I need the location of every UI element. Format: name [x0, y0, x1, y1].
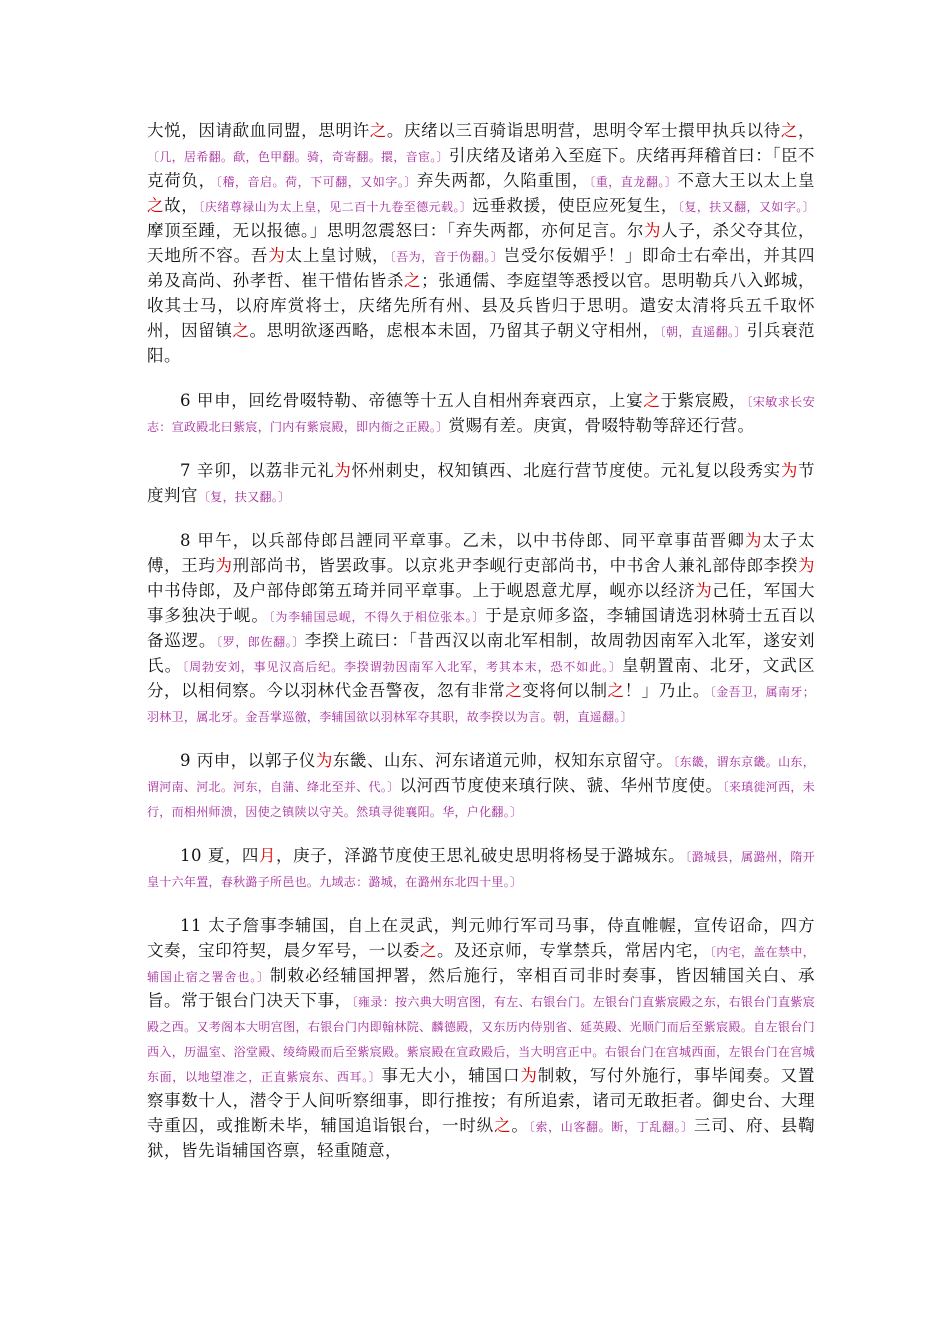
annotation-note: 〔庆绪尊禄山为太上皇，见二百十九卷至德元载。〕: [198, 200, 473, 214]
body-text: 事无大小，辅国口: [381, 1066, 521, 1085]
body-text: 制敕必经辅国押署，然后施行，宰相百司非时奏事，皆因辅国关白、承旨。常于银台门决天下事，: [147, 966, 815, 1010]
highlight-char: 之: [369, 121, 387, 140]
body-text: 变将何以制: [522, 681, 608, 700]
annotation-note: 〔复，扶又翻，又如字。〕: [677, 200, 816, 214]
body-text: 中书侍郎，及户部侍郎第五琦并同平章事。上于岘恩意尤厚，岘亦以经济: [147, 581, 696, 600]
highlight-char: 为: [215, 556, 233, 575]
paragraph-1: [147, 118, 815, 368]
body-text: 赏赐有差。庚寅，骨啜特勒等辞还行营。: [448, 416, 755, 435]
body-text: 不意大王以太上皇: [677, 171, 816, 190]
body-text: ！」乃止。: [624, 681, 710, 700]
body-text: 10 夏，四: [180, 846, 259, 865]
body-text: 于是京师多盗，李辅国请选羽林骑士五百以备巡逻。: [147, 606, 816, 650]
body-text: 三司、府、县鞫狱，皆先诣辅国咨禀，轻重随意，: [147, 1116, 816, 1160]
body-text: 怀州刺史，权知镇西、北庭行营节度使。元礼复以段秀实: [351, 461, 781, 480]
annotation-note: 〔重，直龙翻。〕: [589, 175, 678, 189]
annotation-note: 〔罗，郎佐翻。〕: [216, 635, 305, 649]
body-text: 摩顶至踵，无以报德。」思明忽震怒曰：「弃失两都，亦何足言。尔: [147, 221, 644, 240]
annotation-note: 〔朝，直遥翻。〕: [659, 325, 747, 339]
paragraph-7: [147, 913, 815, 1163]
body-text: 刑部尚书，皆罢政事。以京兆尹李岘行吏部尚书，中书舍人兼礼部侍郎李揆: [232, 556, 799, 575]
highlight-char: 之: [403, 271, 422, 290]
highlight-char: 为: [268, 246, 286, 265]
paragraph-3: [147, 458, 815, 508]
body-text: 故，: [164, 196, 199, 215]
annotation-note: 〔雍录：按六典大明宫图，有左、右银台门。左银台门直紫宸殿之东，右银台门直紫宸殿之西。又考阁本大明宫图，右银台门内即翰林院、麟德殿，又东历内侍别省、延英殿、光顺门而后至紫宸殿。自左银台门西入，历温室、浴堂殿、绫绮殿而后至紫宸殿。紫宸殿在宣政殿后，当大明宫正中。右银台门在宫城西面，左银台门在宫城东面，以地望准之，正直紫宸东、西耳。〕: [147, 995, 816, 1084]
body-text: 以河西节度使来瑱行陕、虢、华州节度使。: [399, 776, 723, 795]
body-text: 太上皇讨贼，: [285, 246, 390, 265]
body-text: 东畿、山东、河东诸道元帅，权知东京留守。: [332, 751, 674, 770]
highlight-char: 之: [147, 196, 165, 215]
body-text: ，: [798, 121, 816, 140]
annotation-note: 〔周勃安刘，事见汉高后纪。李揆谓勃因南军入北军，考其本末，恐不如此。〕: [182, 660, 622, 674]
highlight-char: 为: [520, 1066, 538, 1085]
body-text: 太子太傅，王玙: [147, 531, 816, 575]
body-text: 11 太子詹事李辅国，自上在灵武，判元帅行军司马事，侍直帷幄，宣传诏命，四方文奏，宝印符契，晨夕军号，一以委: [147, 916, 815, 960]
paragraph-6: [147, 843, 815, 893]
body-text: 远垂救援，使臣应死复生，: [472, 196, 678, 215]
annotation-note: 〔吾为，音于伪翻。〕: [389, 250, 504, 264]
body-text: 引兵衰范阳。: [147, 321, 816, 365]
highlight-char: 之: [232, 321, 250, 340]
highlight-char: 之: [505, 681, 523, 700]
body-text: 皇朝置南、北牙，文武区分，以相伺察。今以羽林代金吾警夜，忽有非常: [147, 656, 815, 700]
annotation-note: 〔复，扶又翻。〕: [198, 490, 291, 504]
body-text: 。庆绪以三百骑诣思明营，思明令军士擐甲执兵以待: [386, 121, 781, 140]
body-text: 9 丙申，以郭子仪: [180, 751, 316, 770]
body-text: 6 甲申，回纥骨啜特勒、帝德等十五人自相州奔衰西京，上宴: [180, 391, 644, 410]
highlight-char: 之: [494, 1116, 512, 1135]
highlight-char: 为: [745, 531, 763, 550]
body-text: 引庆绪及诸弟入至庭下。庆绪再拜稽首曰：「臣不克荷负，: [147, 146, 815, 190]
paragraph-2: [147, 388, 815, 438]
body-text: 李揆上疏曰：「昔西汉以南北军相制，故周勃因南军入北军，遂安刘氏。: [147, 631, 816, 675]
body-text: 弃失两都，久陷重围，: [416, 171, 590, 190]
annotation-note: 〔金吾卫，属南牙；羽林卫，属北牙。金吾掌巡徼，李辅国欲以羽林军夺其职，故李揆以为言。朝，直遥翻。〕: [147, 685, 816, 724]
highlight-char: 之: [419, 941, 437, 960]
paragraph-4: [147, 528, 815, 728]
body-text: 岂受尔佞媚乎！」即命士右牵出，并其四弟及高尚、孙孝哲、崔干惜佑皆杀: [147, 246, 816, 290]
body-text: 己任，军国大事多独决于岘。: [147, 581, 816, 625]
annotation-note: 〔为李辅国忌岘，不得久于相位张本。〕: [268, 610, 486, 624]
annotation-note: 〔来瑱徙河西，未行，而相州师溃，因使之镇陕以守关。然瑱寻徙襄阳。华，户化翻。〕: [147, 780, 816, 819]
annotation-note: 〔几，居希翻。歃，色甲翻。骑，奇寄翻。擐，音宦。〕: [147, 150, 449, 164]
body-text: 节度判官: [147, 461, 816, 505]
highlight-char: 为: [695, 581, 713, 600]
body-text: 。及还京师，专掌禁兵，常居内宅，: [436, 941, 710, 960]
annotation-note: 〔潞城县，属潞州，隋开皇十六年置，春秋潞子所邑也。九域志：潞城，在潞州东北四十里。〕: [147, 850, 816, 889]
highlight-char: 为: [643, 221, 662, 240]
highlight-char: 之: [643, 391, 661, 410]
highlight-char: 之: [780, 121, 799, 140]
body-text: 8 甲午，以兵部侍郎吕諲同平章事。乙未，以中书侍郎、同平章事苗晋卿: [180, 531, 745, 550]
highlight-char: 为: [315, 751, 333, 770]
annotation-note: 〔索，山客翻。断，丁乱翻。〕: [528, 1120, 694, 1134]
body-text: 。: [511, 1116, 529, 1135]
document-page: [147, 118, 815, 1183]
body-text: 于紫宸殿，: [660, 391, 747, 410]
highlight-char: 为: [334, 461, 352, 480]
annotation-note: 〔稽，音启。荷，下可翻，又如字。〕: [215, 175, 417, 189]
body-text: ，庚子，泽潞节度使王思礼破史思明将杨旻于潞城东。: [276, 846, 686, 865]
body-text: 大悦，因请歃血同盟，思明许: [147, 121, 370, 140]
annotation-note: 〔东畿，谓东京畿。山东，谓河南、河北。河东，自蒲、绛北至并、代。〕: [147, 755, 816, 794]
annotation-note: 〔内宅，盖在禁中，辅国止宿之署舍也。〕: [147, 945, 816, 984]
paragraph-5: [147, 748, 815, 823]
body-text: 。思明欲逐西略，虑根本未固，乃留其子朝义守相州，: [249, 321, 660, 340]
highlight-char: 为: [780, 461, 799, 480]
body-text: 7 辛卯，以荔非元礼: [180, 461, 335, 480]
annotation-note: 〔宋敏求长安志：宣政殿北曰紫宸，门内有紫宸殿，即内衙之正殿。〕: [147, 395, 816, 434]
highlight-char: 之: [607, 681, 625, 700]
highlight-char: 月: [258, 846, 277, 865]
body-text: 制敕，写付外施行，事毕闻奏。又置察事数十人，潜令于人间听察细事，即行推按；有所追索，诸司无敢拒者。御史台、大理寺重囚，或推断未毕，辅国追诣银台，一时纵: [147, 1066, 816, 1135]
body-text: 人子，杀父夺其位，天地所不容。吾: [147, 221, 816, 265]
highlight-char: 为: [798, 556, 816, 575]
body-text: ；张通儒、李庭望等悉授以官。思明勒兵八入邺城，收其士马，以府库赏将士，庆绪先所有州、县及兵皆归于思明。遣安太清将兵五千取怀州，因留镇: [147, 271, 816, 340]
